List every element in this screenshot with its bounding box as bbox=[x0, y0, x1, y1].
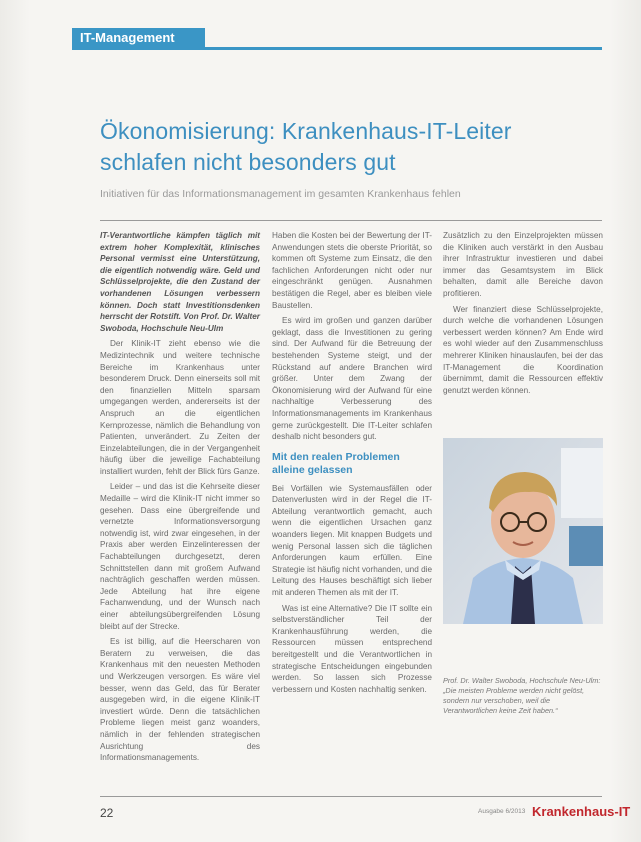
article-headline bbox=[100, 116, 600, 178]
logo-text: Krankenhaus-IT bbox=[532, 804, 631, 819]
body-paragraph: Es wird im großen und ganzen darüber geklagt, dass die Investitionen zu gering sind. Der Aufwand für die Betreuung der bestehenden Systeme steigt, und der Rückstand auf andere Branchen wird größer. Unter dem Zwang der Ökonomisierung wird der Aufwand für eine nachhaltige Verbesserung des Informationsmanagements im Krankenhaus gerne zurückgestellt. Die IT-Leiter schlafen deshalb nicht besonders gut. bbox=[272, 316, 432, 442]
column-2 bbox=[272, 230, 432, 699]
column-1 bbox=[100, 230, 260, 768]
lead-paragraph: IT-Verantwortliche kämpfen täglich mit extrem hoher Komplexität, klinisches Personal vermisst eine Unterstützung, die eigentlich notwendig wäre. Geld und Schlüsselprojekte, die den Zustand der vorhandenen Lösungen verbessern können. Doch statt Investitionsdenken herrscht der Rotstift. Von Prof. Dr. Walter Swoboda, Hochschule Neu-Ulm bbox=[100, 231, 260, 333]
section-subheading: Mit den realen Problemen alleine gelassen bbox=[272, 450, 400, 476]
body-paragraph: Was ist eine Alternative? Die IT sollte ein selbstverständlicher Teil der Krankenhausführung werden, die Ressourcen müssen entsprechend bereitgestellt und die Verantwortlichen in strategische Entscheidungen eingebunden werden. So lassen sich Prozesse verbessern und Kosten nachhaltig senken. bbox=[272, 603, 432, 694]
issue-label: Ausgabe 6/2013 bbox=[478, 808, 526, 815]
magazine-logo bbox=[532, 800, 631, 822]
footer-rule bbox=[100, 796, 602, 797]
body-paragraph: Haben die Kosten bei der Bewertung der IT-Anwendungen stets die oberste Priorität, so kommen oft Systeme zum Einsatz, die den fachlichen Anforderungen nicht oder nur eingeschränkt genügen. Ausnahmen bestätigen die Regel, aber es bleiben viele Baustellen. bbox=[272, 231, 432, 310]
body-paragraph: Es ist billig, auf die Heerscharen von Beratern zu verweisen, die das Krankenhaus mit den neuesten Methoden und Werkzeugen versorgen. Es wäre viel besser, wenn das Geld, das für Berater ausgegeben wird, in die eigene Klinik-IT investiert würde. Denn die tatsächlichen Probleme liegen meist ganz woanders, nämlich in der fehlenden strategischen Ausrichtung des Informationsmanagements. bbox=[100, 637, 260, 763]
column-3 bbox=[443, 230, 603, 400]
body-paragraph: Der Klinik-IT zieht ebenso wie die Medizintechnik und weitere technische Bereiche im Krankenhaus unter besonderem Druck. Denn einerseits soll mit den finanziellen Mitteln sparsam umgegangen werden, andererseits ist der Anspruch an die eigentlichen Kernprozesse, nämlich die Behandlung von Patienten, unverändert. Zu Zeiten der Einzelabteilungen, die in der Vergangenheit häufig über die jeweilige Fachabteilung installiert wurden, fehlt der Blick fürs Ganze. bbox=[100, 339, 260, 476]
body-paragraph: Leider – und das ist die Kehrseite dieser Medaille – wird die Klinik-IT nicht immer so gesehen. Dass eine übergreifende und vernetzte Informationsversorgung notwendig ist, wird zwar eingesehen, in der Praxis aber werden Einzelinteressen der Fachabteilungen durchgesetzt, deren Schnittstellen dann mit großem Aufwand nachträglich geschaffen werden müssen. Jede Abteilung hat ihre eigene Fachanwendung, und der Wunsch nach einer abteilungsübergreifenden Lösung bleibt auf der Strecke. bbox=[100, 482, 260, 631]
section-tab: IT-Management bbox=[72, 28, 205, 48]
section-line bbox=[72, 47, 602, 50]
headline-line-1: Ökonomisierung: Krankenhaus-IT-Leiter bbox=[100, 118, 512, 144]
photo-caption: Prof. Dr. Walter Swoboda, Hochschule Neu-Ulm: „Die meisten Probleme werden nicht gelöst, sondern nur verschoben, weil die Verantwortlichen keine Zeit haben.“ bbox=[443, 676, 601, 715]
body-paragraph: Bei Vorfällen wie Systemausfällen oder Datenverlusten wird in der Regel die IT-Abteilung verantwortlich gemacht, auch wenn die eigentlichen Ursachen ganz woanders liegen. Mit knappen Budgets und wenig Personal lassen sich die täglichen Anforderungen kaum erfüllen. Eine Strategie ist häufig nicht vorhanden, und die Leitung des Hauses beschäftigt sich lieber mit anderen Themen als mit der IT. bbox=[272, 483, 432, 598]
headline-rule bbox=[100, 220, 602, 221]
article-subheadline: Initiativen für das Informationsmanagement im gesamten Krankenhaus fehlen bbox=[100, 188, 461, 200]
body-paragraph: Wer finanziert diese Schlüsselprojekte, durch welche die vorhandenen Lösungen verbessert werden können? Am Ende wird es wohl wieder auf den Zusammenschluss mehrerer Kliniken hinauslaufen, bei der das IT-Management die Koordination übernimmt, damit die Ressourcen effektiv genutzt werden können. bbox=[443, 304, 603, 395]
portrait-illustration bbox=[443, 438, 603, 624]
headline-line-2: schlafen nicht besonders gut bbox=[100, 149, 396, 175]
author-photo bbox=[443, 438, 603, 624]
body-paragraph: Zusätzlich zu den Einzelprojekten müssen die Kliniken auch verstärkt in den Ausbau ihrer Infrastruktur investieren und dabei immer das Gesamtsystem im Blick behalten, damit alle Bereiche davon profitieren. bbox=[443, 231, 603, 298]
page-number: 22 bbox=[100, 806, 114, 820]
